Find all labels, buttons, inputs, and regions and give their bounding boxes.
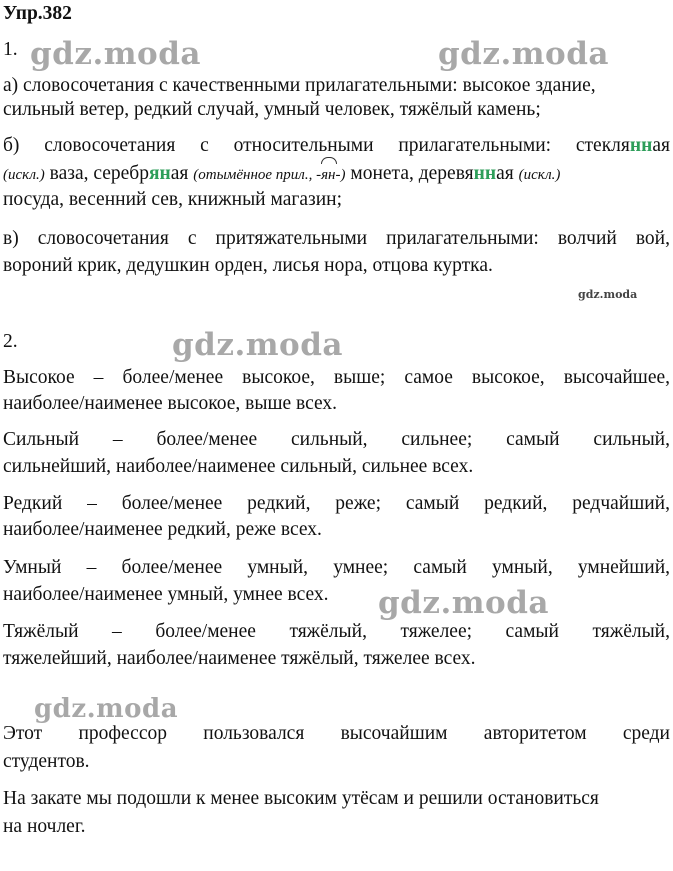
note-exception: (искл.) <box>3 167 45 183</box>
part1-a-line2: сильный ветер, редкий случай, умный человек, тяжёлый камень; <box>3 99 541 120</box>
part1-b-line3: посуда, весенний сев, книжный магазин; <box>3 189 342 210</box>
part2-line: тяжелейший, наиболее/наименее тяжёлый, тяжелее всех. <box>3 648 476 669</box>
watermark-logo: gdz.moda <box>34 694 179 724</box>
sentence-line: Этот профессор пользовался высочайшим авторитетом среди <box>3 723 670 744</box>
exercise-title: Упр.382 <box>3 3 72 24</box>
part2-line: Умный – более/менее умный, умнее; самый умный, умнейший, <box>3 557 670 578</box>
watermark-logo: gdz.moda <box>378 585 549 621</box>
part1-v-line2: вороний крик, дедушкин орден, лисья нора, отцова куртка. <box>3 255 493 276</box>
part1-b-line1: б) словосочетания с относительными прилагательными: стеклянная <box>3 135 670 156</box>
part2-line: сильнейший, наиболее/наименее сильный, сильнее всех. <box>3 456 474 477</box>
part2-line: наиболее/наименее высокое, выше всех. <box>3 393 337 414</box>
suffix-mark: ян <box>321 163 335 187</box>
part2-line: Высокое – более/менее высокое, выше; самое высокое, высочайшее, <box>3 367 670 388</box>
watermark-logo: gdz.moda <box>438 36 609 72</box>
part2-line: Редкий – более/менее редкий, реже; самый редкий, редчайший, <box>3 493 670 514</box>
sentence-line: на ночлег. <box>3 816 86 837</box>
part1-number: 1. <box>3 39 18 60</box>
part2-line: наиболее/наименее умный, умнее всех. <box>3 584 329 605</box>
note-denominal: (отымённое прил., -ян-) <box>193 167 345 183</box>
note-exception: (искл.) <box>518 167 561 183</box>
part1-v-line1: в) словосочетания с притяжательными прилагательными: волчий вой, <box>3 228 670 249</box>
part1-a-line1: а) словосочетания с качественными прилагательными: высокое здание, <box>3 75 596 96</box>
part2-line: Тяжёлый – более/менее тяжёлый, тяжелее; самый тяжёлый, <box>3 621 670 642</box>
watermark-logo: gdz.moda <box>30 36 201 72</box>
part2-line: Сильный – более/менее сильный, сильнее; самый сильный, <box>3 429 670 450</box>
watermark-logo: gdz.moda <box>578 288 638 301</box>
part2-line: наиболее/наименее редкий, реже всех. <box>3 519 322 540</box>
part1-b-line2: (искл.) ваза, серебряная (отымённое прил., -ян-) монета, деревянная (искл.) <box>3 162 670 187</box>
watermark-logo: gdz.moda <box>172 327 343 363</box>
sentence-line: студентов. <box>3 751 90 772</box>
sentence-line: На закате мы подошли к менее высоким утёсам и решили остановиться <box>3 788 599 809</box>
part2-number: 2. <box>3 331 18 352</box>
